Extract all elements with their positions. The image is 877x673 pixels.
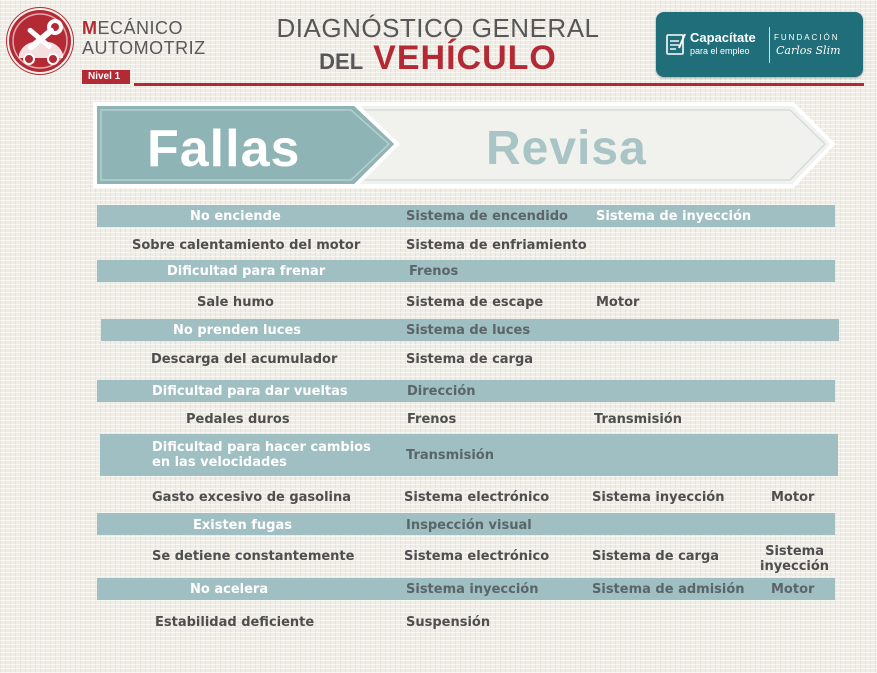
revisa-cell: Motor bbox=[771, 582, 815, 597]
falla-text: No acelera bbox=[190, 582, 269, 597]
falla-text: Estabilidad deficiente bbox=[155, 615, 315, 630]
falla-text: Dificultad para frenar bbox=[167, 264, 326, 279]
revisa-cell: Transmisión bbox=[406, 448, 494, 463]
revisa-cell: Dirección bbox=[407, 384, 476, 399]
falla-text: Gasto excesivo de gasolina bbox=[152, 490, 352, 505]
falla-text: Descarga del acumulador bbox=[151, 352, 338, 367]
fallas-label: Fallas bbox=[147, 120, 301, 178]
brand-initial: M bbox=[82, 18, 98, 38]
falla-cell bbox=[152, 490, 351, 505]
wrench-car-icon bbox=[9, 10, 71, 72]
revisa-cell: Frenos bbox=[407, 412, 457, 427]
falla-cell bbox=[152, 384, 348, 399]
falla-text: Sobre calentamiento del motor bbox=[132, 238, 361, 253]
revisa-cell: Motor bbox=[771, 490, 815, 505]
falla-cell bbox=[197, 295, 274, 310]
revisa-cell: Sistema inyección bbox=[592, 490, 725, 505]
revisa-cell: Sistema de inyección bbox=[596, 209, 752, 224]
falla-cell bbox=[190, 209, 281, 224]
falla-cell bbox=[173, 323, 301, 338]
falla-text: Dificultad para dar vueltas bbox=[152, 384, 348, 399]
level-badge: Nivel 1 bbox=[82, 70, 130, 84]
header-divider bbox=[134, 83, 864, 86]
revisa-text: inyección bbox=[760, 559, 830, 574]
falla-cell bbox=[186, 412, 290, 427]
revisa-cell: Frenos bbox=[409, 264, 459, 279]
brand-name bbox=[82, 18, 206, 58]
revisa-cell: Sistema de escape bbox=[406, 295, 544, 310]
revisa-cell: Inspección visual bbox=[406, 518, 532, 533]
brand-line1: ECÁNICO bbox=[97, 18, 184, 38]
title-vehiculo: VEHÍCULO bbox=[373, 39, 557, 77]
revisa-cell: Transmisión bbox=[594, 412, 682, 427]
revisa-label: Revisa bbox=[486, 122, 647, 175]
falla-cell bbox=[190, 582, 268, 597]
revisa-cell bbox=[760, 544, 829, 574]
mecanico-logo bbox=[9, 10, 71, 72]
sponsor-subtitle: para el empleo bbox=[690, 46, 750, 56]
revisa-cell: Sistema de luces bbox=[406, 323, 531, 338]
falla-text: Se detiene constantemente bbox=[152, 549, 355, 564]
page-title-line2 bbox=[200, 40, 676, 83]
page-title-line1: DIAGNÓSTICO GENERAL bbox=[276, 13, 600, 43]
revisa-cell: Motor bbox=[596, 295, 640, 310]
falla-text: No prenden luces bbox=[173, 323, 302, 338]
revisa-cell: Sistema inyección bbox=[406, 582, 539, 597]
brand-line2: AUTOMOTRIZ bbox=[82, 38, 206, 58]
falla-text: Existen fugas bbox=[193, 518, 292, 533]
revisa-text: Sistema bbox=[765, 544, 824, 559]
revisa-cell: Sistema de enfriamiento bbox=[406, 238, 587, 253]
foundation-label: FUNDACIÓN bbox=[774, 33, 840, 42]
sponsor-divider bbox=[769, 27, 770, 63]
sponsor-logo bbox=[656, 12, 863, 77]
revisa-cell: Sistema de encendido bbox=[406, 209, 568, 224]
falla-text: en las velocidades bbox=[152, 455, 287, 470]
revisa-cell: Sistema de carga bbox=[592, 549, 720, 564]
falla-text: Dificultad para hacer cambios bbox=[152, 440, 371, 455]
foundation-name: Carlos Slim bbox=[776, 44, 841, 57]
clipboard-icon bbox=[665, 32, 687, 56]
falla-cell bbox=[132, 238, 360, 253]
title-del: DEL bbox=[319, 49, 364, 74]
revisa-cell: Sistema de admisión bbox=[592, 582, 745, 597]
falla-text: Pedales duros bbox=[186, 412, 290, 427]
falla-cell bbox=[167, 264, 325, 279]
sponsor-title: Capacítate bbox=[690, 30, 756, 45]
revisa-cell: Suspensión bbox=[406, 615, 491, 630]
falla-cell bbox=[151, 352, 337, 367]
falla-cell bbox=[193, 518, 292, 533]
falla-text: No enciende bbox=[190, 209, 281, 224]
falla-text: Sale humo bbox=[197, 295, 274, 310]
falla-cell bbox=[152, 440, 371, 470]
falla-cell bbox=[152, 549, 354, 564]
revisa-cell: Sistema electrónico bbox=[404, 490, 550, 505]
falla-cell bbox=[155, 615, 314, 630]
revisa-cell: Sistema de carga bbox=[406, 352, 534, 367]
revisa-cell: Sistema electrónico bbox=[404, 549, 550, 564]
